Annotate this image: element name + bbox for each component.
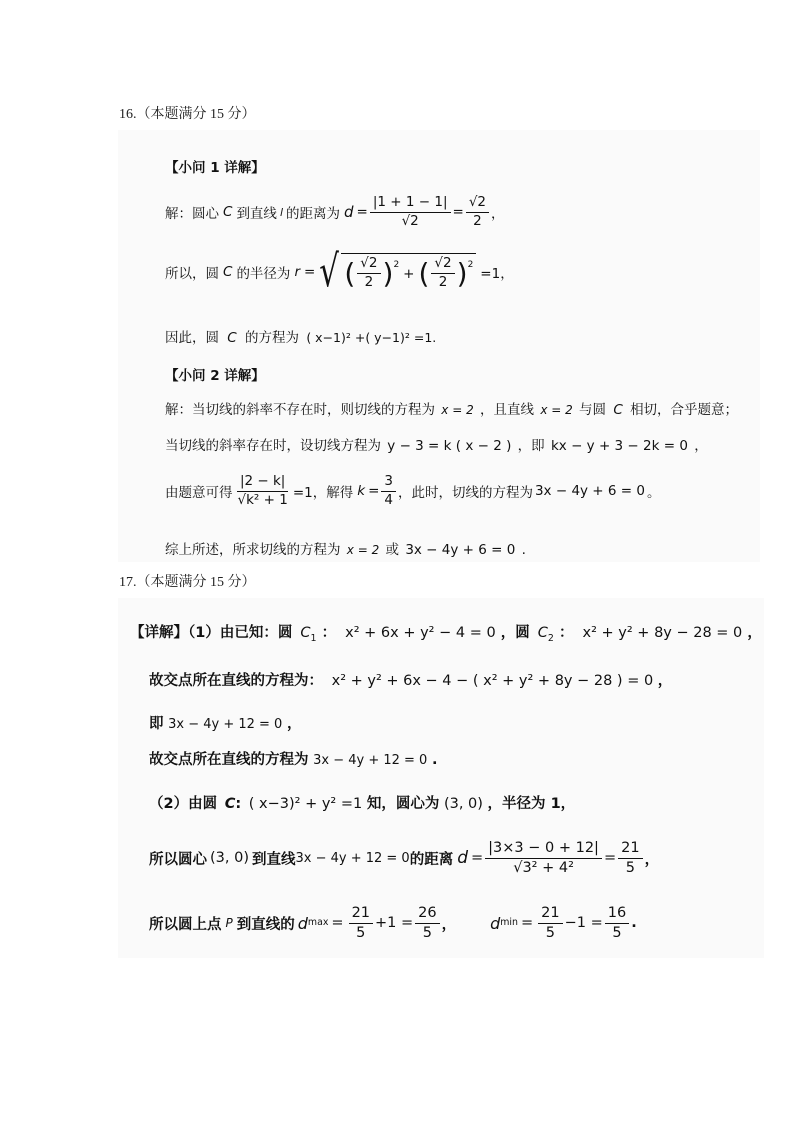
- fraction-denominator: 5: [625, 859, 635, 876]
- q16-symbol-k: k: [357, 483, 366, 500]
- q16-radius-sqrt: [315, 246, 476, 297]
- fraction-numerator: √2: [357, 256, 380, 274]
- q16-symbol-c: C: [223, 264, 233, 280]
- comma: ，: [657, 673, 673, 689]
- q17-line1-mid: ，圆: [500, 625, 530, 641]
- fraction-denominator: 5: [356, 924, 366, 941]
- q17-line6-mid2: 的距离: [409, 851, 454, 868]
- fraction-denominator: 5: [612, 924, 622, 941]
- fraction-numerator: 21: [618, 840, 642, 859]
- q16-line4-prefix: 解：当切线的斜率不存在时，则切线的方程为: [165, 402, 435, 418]
- q17-dmax-21-over-5: [349, 905, 373, 941]
- colon: ：: [321, 625, 337, 641]
- q16-symbol-d: d: [344, 203, 354, 222]
- q16-line5-mid: ，即: [517, 438, 545, 454]
- q16-line4: [165, 398, 738, 418]
- fraction-numerator: |1 + 1 − 1|: [370, 195, 451, 213]
- paren-left-icon: (: [418, 256, 430, 290]
- q17-common-chord: 3x − 4y + 12 = 0: [168, 717, 283, 732]
- colon: ：: [558, 625, 574, 641]
- comma: ，: [441, 916, 457, 933]
- radical-sign-icon: √: [319, 246, 340, 297]
- q16-tangent-equation: y − 3 = k ( x − 2 ): [387, 438, 512, 454]
- equals-sign: =: [521, 915, 534, 932]
- q16-line1-mid: 到直线: [236, 206, 277, 223]
- colon: :: [235, 796, 242, 812]
- q16-or: 或: [385, 542, 400, 558]
- q16-line7: [165, 538, 526, 558]
- q17-dmin-result: [605, 905, 629, 941]
- q17-c2-equation: x² + y² + 8y − 28 = 0: [582, 625, 743, 641]
- comma: ，: [286, 716, 302, 732]
- q16-final-tangent: 3x − 4y + 6 = 0: [405, 542, 516, 558]
- q17-dmin-minus: −1 =: [564, 915, 603, 932]
- q17-circle-c2: C: [537, 625, 548, 641]
- fraction-numerator: |2 − k|: [237, 474, 288, 492]
- q16-x-eq-2: x = 2: [540, 403, 573, 417]
- q16-line3-mid: 的方程为: [245, 330, 300, 346]
- q16-line3: [165, 326, 436, 346]
- q17-line1: [130, 621, 762, 642]
- q17-line5-mid: 知，圆心为: [366, 796, 440, 812]
- comma: ，: [491, 206, 505, 223]
- q16-line2-mid: 的半径为: [236, 266, 291, 282]
- fraction-numerator: 26: [415, 905, 439, 924]
- fraction-denominator: 4: [384, 491, 393, 508]
- q16-line6: [165, 474, 661, 508]
- comma: ，: [644, 851, 660, 868]
- fraction-numerator: 21: [538, 905, 562, 924]
- fraction-denominator: 2: [364, 274, 374, 290]
- q17-subtraction-equation: x² + y² + 6x − 4 − ( x² + y² + 8y − 28 ) = 0: [331, 673, 654, 689]
- q17-line4-prefix: 故交点所在直线的方程为: [149, 752, 309, 768]
- q17-line5: [149, 792, 575, 813]
- q17-distance-fraction: [485, 840, 602, 876]
- q17-line7-prefix: 所以圆上点: [149, 916, 222, 933]
- q17-center: (3, 0): [443, 796, 483, 812]
- q17-symbol-dmin: d: [490, 913, 501, 933]
- q17-line3-prefix: 即: [149, 716, 164, 732]
- fraction-denominator: √k² + 1: [237, 491, 288, 508]
- q16-line1-prefix: 解：圆心: [165, 206, 219, 223]
- q17-line4: [149, 748, 437, 769]
- q16-line6-mid: =1，解得: [292, 485, 354, 502]
- fraction-denominator: 5: [422, 924, 432, 941]
- q17-dmax-result: [415, 905, 439, 941]
- fraction-numerator: √2: [466, 195, 489, 213]
- q16-x-eq-2: x = 2: [441, 403, 474, 417]
- q16-line5: [165, 434, 708, 454]
- comma: ，: [747, 625, 762, 641]
- equals-sign: =: [452, 204, 464, 221]
- q16-symbol-l: l: [279, 205, 283, 219]
- fraction-denominator: 2: [473, 212, 482, 229]
- q17-line6-mid: 到直线: [251, 851, 296, 868]
- q16-symbol-r: r: [294, 264, 300, 280]
- q17-symbol-p: P: [225, 916, 233, 931]
- q17-line3: [149, 712, 301, 733]
- fraction-denominator: √2: [401, 212, 419, 229]
- fraction-numerator: 16: [605, 905, 629, 924]
- q16-line5-prefix: 当切线的斜率存在时，设切线方程为: [165, 438, 381, 454]
- paren-right-icon: ): [382, 256, 394, 290]
- q17-center: (3, 0): [210, 850, 249, 867]
- equals-sign: =: [356, 204, 368, 221]
- fraction-numerator: 3: [381, 474, 396, 492]
- equals-sign: =: [331, 915, 344, 932]
- fraction-denominator: 5: [545, 924, 556, 941]
- q17-line5-end: ，半径为 1，: [487, 796, 576, 812]
- q17-circle-c-equation: ( x−3)² + y² =1: [248, 796, 363, 812]
- fraction-denominator: √3² + 4²: [513, 859, 574, 876]
- q17-header: 17.（本题满分 15 分）: [119, 575, 256, 590]
- q17-line2-prefix: 故交点所在直线的方程为：: [149, 673, 323, 689]
- q17-symbol-c: C: [224, 796, 236, 812]
- q16-header: 16.（本题满分 15 分）: [119, 107, 256, 122]
- q17-line5-prefix: （2）由圆: [149, 796, 218, 812]
- q17-line7-mid: 到直线的: [236, 916, 295, 933]
- q16-line1: [165, 195, 505, 229]
- radicand: ( $\frac{√2}{2}$ ) 2 + ( $\frac{√2}{2}$ ) 2: [341, 253, 476, 290]
- q17-dmax-plus: +1 =: [375, 915, 414, 932]
- q17-line6: [149, 840, 659, 876]
- q17-symbol-dmax: d: [297, 913, 308, 933]
- q16-line4-mid: ，且直线: [480, 402, 535, 418]
- q17-common-chord: 3x − 4y + 12 = 0: [313, 753, 428, 768]
- q17-dmin-21-over-5: [538, 905, 562, 941]
- period: .: [521, 542, 526, 558]
- q16-distance-fraction: [370, 195, 451, 229]
- q17-c1-equation: x² + 6x + y² − 4 = 0: [345, 625, 496, 641]
- equals-sign: =: [368, 483, 380, 500]
- q17-line2: [149, 669, 672, 690]
- q17-line1-prefix: 【详解】（1）由已知：圆: [130, 625, 293, 641]
- fraction-numerator: 21: [349, 905, 373, 924]
- equals-sign: =: [471, 850, 484, 867]
- fraction-denominator: 2: [438, 274, 448, 290]
- plus-sign: +: [403, 265, 415, 282]
- q16-line1-suffix: 的距离为: [286, 206, 340, 223]
- q17-line-equation: 3x − 4y + 12 = 0: [295, 850, 410, 866]
- period: 。: [647, 485, 661, 502]
- q16-line6-mid2: ，此时，切线的方程为: [397, 485, 533, 502]
- fraction: [357, 256, 380, 290]
- q16-tangent-result: 3x − 4y + 6 = 0: [534, 483, 645, 500]
- period: .: [631, 915, 637, 932]
- q16-line3-prefix: 因此，圆: [165, 330, 219, 346]
- q16-line2: [165, 246, 514, 297]
- q16-symbol-c: C: [613, 402, 623, 418]
- q17-circle-c1: C: [300, 625, 311, 641]
- q16-line2-prefix: 所以，圆: [165, 266, 219, 282]
- fraction: [431, 256, 454, 290]
- q16-line4-mid2: 与圆: [579, 402, 607, 418]
- q17-line6-prefix: 所以圆心: [149, 851, 207, 868]
- q16-tangent-general-form: kx − y + 3 − 2k = 0: [550, 438, 688, 454]
- q16-line6-prefix: 由题意可得: [165, 485, 233, 502]
- q16-circle-equation: ( x−1)² +( y−1)² =1.: [306, 330, 437, 345]
- q17-line7: 所以圆上点 P 到直线的 d max = $\frac{21}{5}$ +1 = $\frac{26}{5}$ ， d min = $\frac{21}{5}$ −1 = $\frac{16}{5}$ .: [149, 905, 637, 941]
- subscript-2: 2: [547, 632, 554, 644]
- comma: ，: [694, 438, 708, 454]
- q16-line2-end: =1，: [480, 266, 514, 282]
- q17-symbol-d: d: [457, 848, 468, 869]
- paren-right-icon: ): [456, 256, 468, 290]
- period: .: [431, 752, 438, 768]
- q16-line7-prefix: 综上所述，所求切线的方程为: [165, 542, 341, 558]
- q16-half-root2-fraction: [466, 195, 489, 229]
- q16-line4-end: 相切，合乎题意；: [630, 402, 739, 418]
- q16-part1-title: 【小问 1 详解】: [165, 160, 265, 176]
- q16-x-eq-2: x = 2: [346, 543, 380, 557]
- q16-symbol-c: C: [227, 330, 237, 346]
- subscript-1: 1: [310, 632, 317, 644]
- q16-distance-k-fraction: [235, 474, 291, 508]
- paren-left-icon: (: [344, 256, 356, 290]
- fraction-numerator: √2: [431, 256, 454, 274]
- q16-part2-title: 【小问 2 详解】: [165, 368, 265, 384]
- equals-sign: =: [304, 264, 316, 280]
- q16-symbol-c: C: [223, 204, 233, 221]
- fraction-numerator: |3×3 − 0 + 12|: [485, 840, 602, 859]
- q17-distance-value: [618, 840, 642, 876]
- q16-k-fraction: [381, 474, 396, 508]
- q17-solution-panel: [118, 598, 764, 958]
- equals-sign: =: [603, 850, 617, 867]
